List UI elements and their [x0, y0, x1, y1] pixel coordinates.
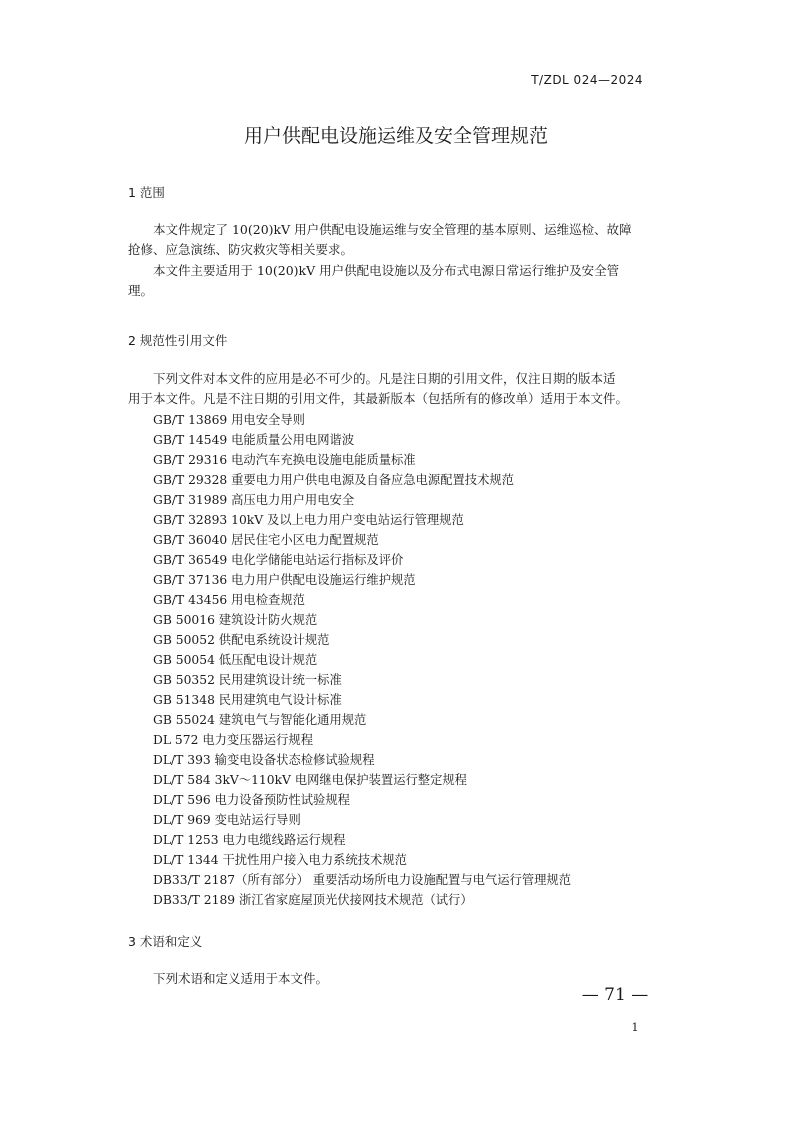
scope-paragraph-2-line-1: 本文件主要适用于 10(20)kV 用户供配电设施以及分布式电源日常运行维护及安全管: [153, 263, 620, 278]
reference-item: GB/T 43456 用电检查规范: [153, 593, 305, 607]
terms-intro-line: 下列术语和定义适用于本文件。: [153, 971, 329, 986]
reference-item: GB 50016 建筑设计防火规范: [153, 613, 318, 627]
scope-paragraph-1: [128, 220, 660, 260]
reference-item: DL/T 1253 电力电缆线路运行规程: [153, 833, 346, 847]
reference-item: GB/T 32893 10kV 及以上电力用户变电站运行管理规范: [153, 513, 464, 527]
scope-paragraph-2: [128, 261, 660, 301]
reference-item: GB 50352 民用建筑设计统一标准: [153, 673, 342, 687]
reference-list: [153, 410, 571, 910]
scope-paragraph-2-line-2: 理。: [128, 283, 154, 298]
reference-item: GB/T 37136 电力用户供配电设施运行维护规范: [153, 573, 416, 587]
reference-item: DL/T 1344 干扰性用户接入电力系统技术规范: [153, 853, 407, 867]
reference-item: DB33/T 2187（所有部分） 重要活动场所电力设施配置与电气运行管理规范: [153, 873, 572, 887]
page-number: — 71 —: [581, 985, 649, 1005]
reference-item: GB 51348 民用建筑电气设计标准: [153, 693, 342, 707]
section-heading-normative-refs: 2 规范性引用文件: [128, 333, 228, 348]
scope-paragraph-1-line-1: 本文件规定了 10(20)kV 用户供配电设施运维与安全管理的基本原则、运维巡检、故障: [153, 222, 632, 237]
reference-item: DB33/T 2189 浙江省家庭屋顶光伏接网技术规范（试行）: [153, 893, 473, 907]
reference-item: GB 50052 供配电系统设计规范: [153, 633, 330, 647]
reference-item: DL/T 393 输变电设备状态检修试验规程: [153, 753, 375, 767]
reference-item: GB/T 36040 居民住宅小区电力配置规范: [153, 533, 379, 547]
scope-paragraph-1-line-2: 抢修、应急演练、防灾救灾等相关要求。: [128, 242, 354, 257]
reference-item: GB/T 36549 电化学储能电站运行指标及评价: [153, 553, 404, 567]
normative-refs-intro-line-2: 用于本文件。凡是不注日期的引用文件，其最新版本（包括所有的修改单）适用于本文件。: [128, 391, 629, 406]
reference-item: GB 50054 低压配电设计规范: [153, 653, 318, 667]
reference-item: GB/T 29328 重要电力用户供电电源及自备应急电源配置技术规范: [153, 473, 514, 487]
reference-item: DL/T 584 3kV～110kV 电网继电保护装置运行整定规程: [153, 773, 467, 787]
normative-refs-intro-line-1: 下列文件对本文件的应用是必不可少的。凡是注日期的引用文件，仅注日期的版本适: [153, 371, 616, 386]
reference-item: DL/T 969 变电站运行导则: [153, 813, 301, 827]
reference-item: DL/T 596 电力设备预防性试验规程: [153, 793, 350, 807]
section-heading-scope: 1 范围: [128, 185, 165, 200]
reference-item: GB/T 31989 高压电力用户用电安全: [153, 493, 355, 507]
reference-item: GB 55024 建筑电气与智能化通用规范: [153, 713, 367, 727]
normative-refs-intro: [128, 369, 660, 409]
document-title: 用户供配电设施运维及安全管理规范: [243, 125, 548, 147]
reference-item: DL 572 电力变压器运行规程: [153, 733, 313, 747]
page-index: 1: [631, 1021, 639, 1034]
reference-item: GB/T 29316 电动汽车充换电设施电能质量标准: [153, 453, 416, 467]
section-heading-terms: 3 术语和定义: [128, 934, 203, 949]
standard-code: T/ZDL 024—2024: [531, 73, 643, 87]
reference-item: GB/T 13869 用电安全导则: [153, 413, 305, 427]
reference-item: GB/T 14549 电能质量公用电网谐波: [153, 433, 355, 447]
